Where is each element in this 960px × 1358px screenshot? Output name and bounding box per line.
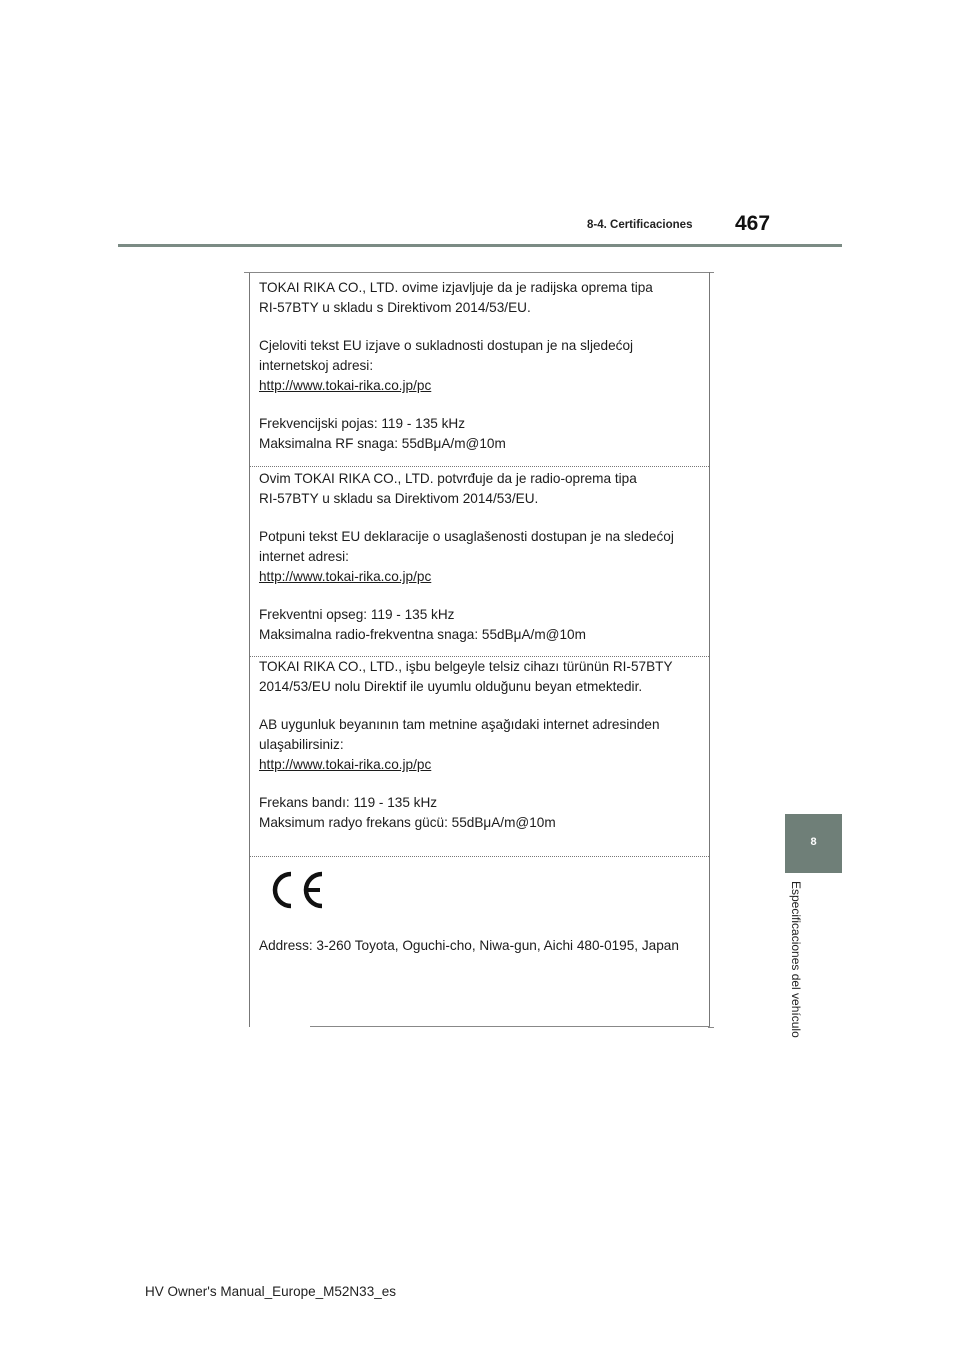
cert-text: Potpuni tekst EU deklaracije o usaglašenosti dostupan je na sledećoj [259, 529, 674, 544]
section-divider [250, 856, 709, 857]
cert-text: internet adresi: [259, 549, 349, 564]
corner-tick [708, 1027, 714, 1028]
header-divider [118, 244, 842, 247]
chapter-number: 8 [810, 836, 817, 848]
cert-text: 2014/53/EU nolu Direktif ile uyumlu olduğunu beyan etmektedir. [259, 679, 643, 694]
cert-text: TOKAI RIKA CO., LTD. ovime izjavljuje da je radijska oprema tipa [259, 280, 653, 295]
box-top-border [249, 272, 708, 273]
certification-box [249, 272, 710, 1027]
certificate-serbian [259, 469, 704, 645]
chapter-label: Especificaciones del vehículo [789, 881, 803, 1038]
cert-text: Ovim TOKAI RIKA CO., LTD. potvrđuje da je radio-oprema tipa [259, 471, 637, 486]
section-title: 8-4. Certificaciones [587, 219, 693, 231]
manual-footer: HV Owner's Manual_Europe_M52N33_es [145, 1284, 396, 1299]
certificate-turkish [259, 657, 704, 833]
cert-frequency: Frekans bandı: 119 - 135 kHz [259, 795, 438, 810]
cert-link[interactable]: http://www.tokai-rika.co.jp/pc [259, 378, 432, 393]
cert-text: RI-57BTY u skladu s Direktivom 2014/53/EU. [259, 300, 531, 315]
box-bottom-border [310, 1026, 710, 1027]
cert-text: TOKAI RIKA CO., LTD., işbu belgeyle telsiz cihazı türünün RI-57BTY [259, 659, 673, 674]
chapter-tab [785, 814, 842, 873]
cert-text: AB uygunluk beyanının tam metnine aşağıdaki internet adresinden [259, 717, 660, 732]
certificate-croatian [259, 278, 704, 454]
cert-text: Cjeloviti tekst EU izjave o sukladnosti dostupan je na sljedećoj [259, 338, 634, 353]
manufacturer-address: Address: 3-260 Toyota, Oguchi-cho, Niwa-gun, Aichi 480-0195, Japan [259, 938, 679, 953]
cert-power: Maksimalna RF snaga: 55dBμA/m@10m [259, 436, 506, 451]
cert-link[interactable]: http://www.tokai-rika.co.jp/pc [259, 757, 432, 772]
cert-text: internetskoj adresi: [259, 358, 374, 373]
cert-text: ulaşabilirsiniz: [259, 737, 344, 752]
section-divider [250, 466, 709, 467]
ce-mark-icon [265, 870, 327, 910]
cert-text: RI-57BTY u skladu sa Direktivom 2014/53/EU. [259, 491, 539, 506]
page-number: 467 [735, 212, 771, 235]
cert-power: Maksimum radyo frekans gücü: 55dBμA/m@10m [259, 815, 556, 830]
cert-frequency: Frekventni opseg: 119 - 135 kHz [259, 607, 455, 622]
cert-link[interactable]: http://www.tokai-rika.co.jp/pc [259, 569, 432, 584]
cert-power: Maksimalna radio-frekventna snaga: 55dBμA/m@10m [259, 627, 586, 642]
cert-frequency: Frekvencijski pojas: 119 - 135 kHz [259, 416, 466, 431]
